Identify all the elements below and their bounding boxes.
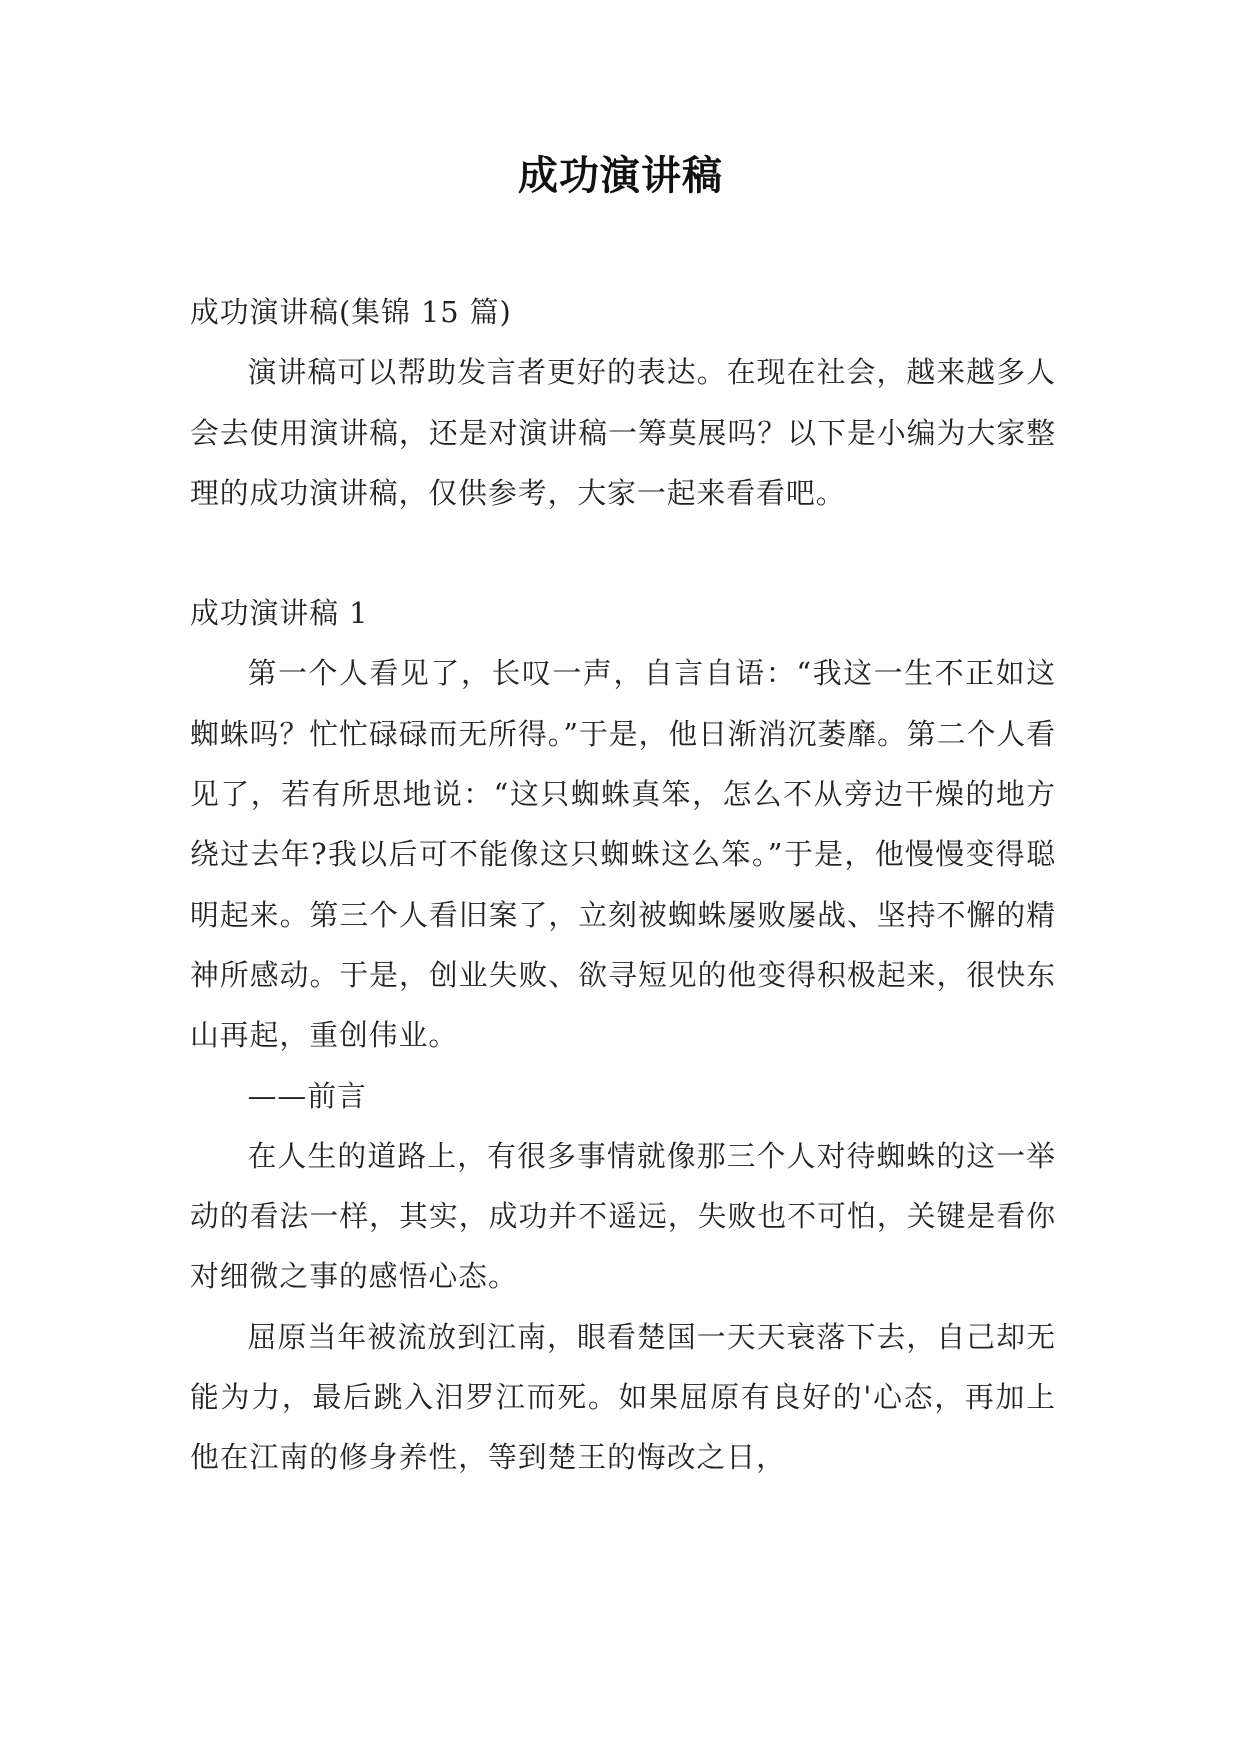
page-title: 成功演讲稿 [518,152,723,199]
body-paragraph: 第一个人看见了，长叹一声，自言自语：“我这一生不正如这蜘蛛吗？忙忙碌碌而无所得。”于是，他日渐消沉萎靡。第二个人看见了，若有所思地说：“这只蜘蛛真笨，怎么不从旁边干燥的地方绕过去年?我以后可不能像这只蜘蛛这么笨。”于是，他慢慢变得聪明起来。第三个人看旧案了，立刻被蜘蛛屡败屡战、坚持不懈的精神所感动。于是，创业失败、欲寻短见的他变得积极起来，很快东山再起，重创伟业。 [190,656,1056,1053]
body-paragraph: 在人生的道路上，有很多事情就像那三个人对待蜘蛛的这一举动的看法一样，其实，成功并不遥远，失败也不可怕，关键是看你对细微之事的感悟心态。 [190,1138,1056,1294]
document-subtitle: 成功演讲稿(集锦 15 篇) [190,295,512,329]
section-heading: 成功演讲稿 1 [190,596,369,631]
preface-label: ——前言 [247,1078,367,1113]
body-paragraph: 屈原当年被流放到江南，眼看楚国一天天衰落下去，自己却无能为力，最后跳入汨罗江而死。如果屈原有良好的'心态，再加上他在江南的修身养性，等到楚王的悔改之日， [190,1319,1056,1475]
intro-paragraph: 演讲稿可以帮助发言者更好的表达。在现在社会，越来越多人会去使用演讲稿，还是对演讲稿一筹莫展吗？以下是小编为大家整理的成功演讲稿，仅供参考，大家一起来看看吧。 [190,355,1056,510]
document-body [190,282,1056,1488]
section-spacer [190,523,1056,583]
